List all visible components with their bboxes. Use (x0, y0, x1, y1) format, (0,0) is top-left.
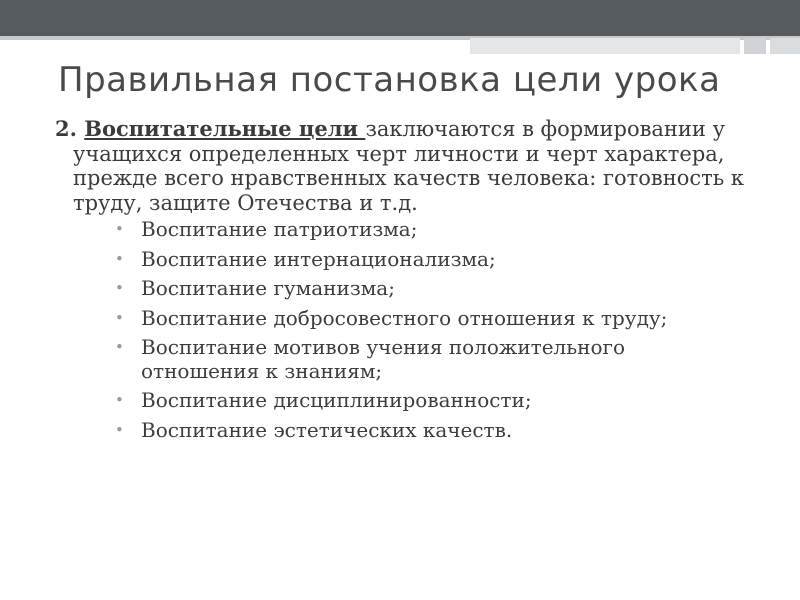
list-item: • Воспитание мотивов учения положительного отношения к знаниям; (141, 336, 745, 383)
accent-block (470, 38, 740, 54)
lead-paragraph (55, 117, 745, 215)
list-item: • Воспитание добросовестного отношения к труду; (141, 307, 745, 331)
list-item: • Воспитание гуманизма; (141, 277, 745, 301)
list-item: • Воспитание патриотизма; (141, 218, 745, 242)
header-bar (0, 0, 800, 36)
list-item: • Воспитание эстетических качеств. (141, 419, 745, 443)
lead-number: 2. (55, 116, 85, 141)
header-accent-blocks (470, 38, 800, 54)
lead-highlight: Воспитательные цели (84, 116, 366, 141)
accent-block (744, 38, 766, 54)
accent-block (770, 38, 800, 54)
bullet-list (55, 218, 745, 442)
list-item: • Воспитание дисциплинированности; (141, 389, 745, 413)
lead-text: заключаются в формировании у учащихся определенных черт личности и черт характера, прежде всего нравственных качеств человека: готовность к труду, защите Отечества и т.д. (73, 117, 744, 215)
slide-title: Правильная постановка цели урока (58, 60, 721, 100)
list-item: • Воспитание интернационализма; (141, 248, 745, 272)
slide-content (55, 117, 745, 448)
